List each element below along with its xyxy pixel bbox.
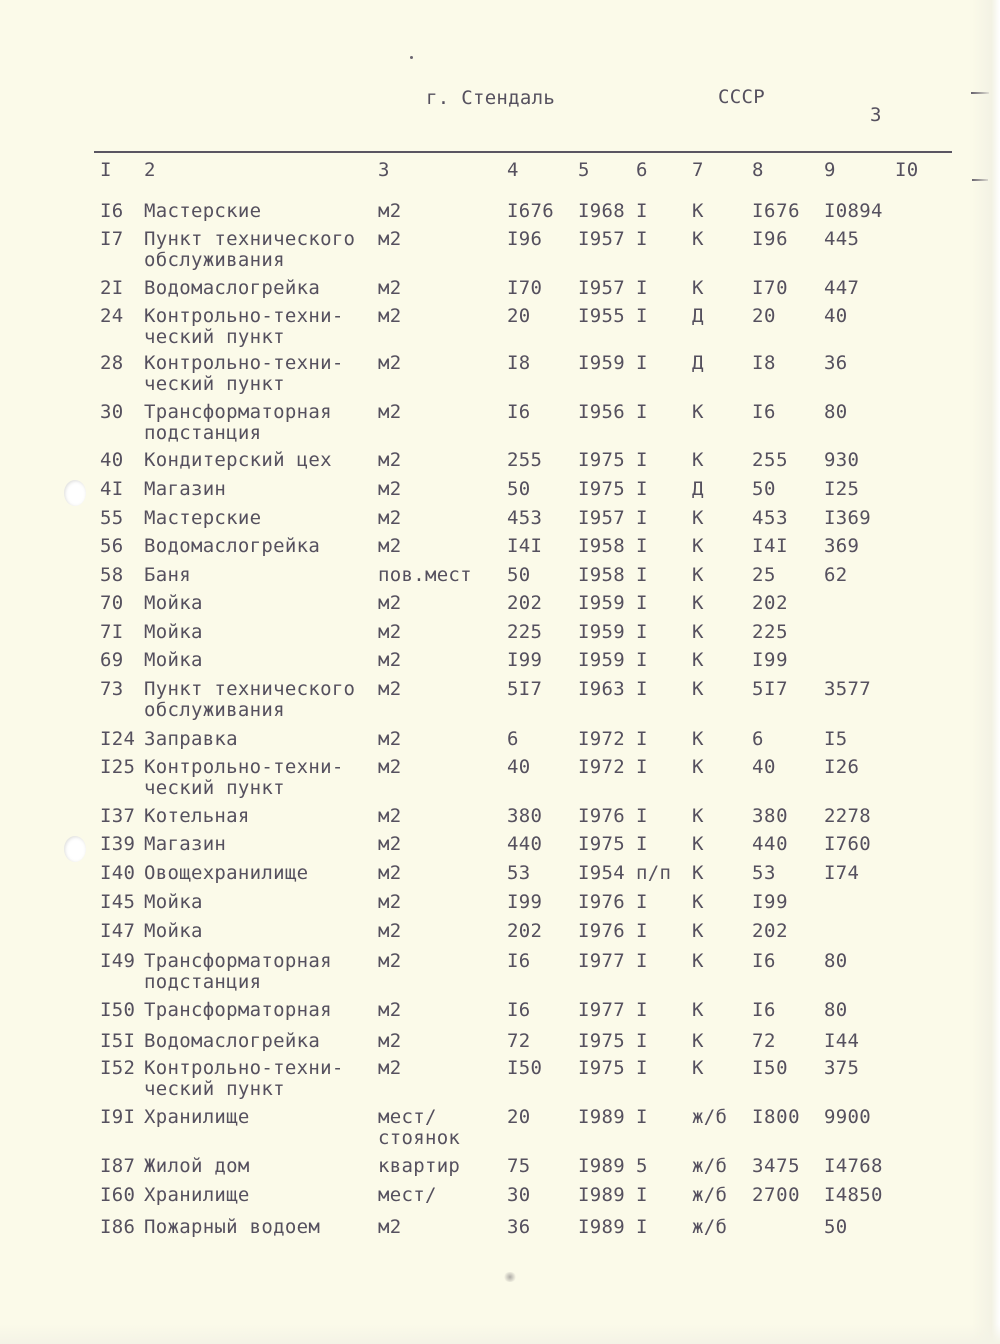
- row-number-cell: 4I: [100, 478, 124, 500]
- year-cell: I959: [578, 649, 625, 671]
- capacity-cell: 380: [752, 805, 789, 827]
- row-number-cell: 55: [100, 507, 124, 529]
- unit-cell: м2: [378, 228, 402, 250]
- object-name-cell: Мойка: [144, 920, 203, 942]
- object-name-cell: Магазин: [144, 833, 227, 855]
- value-cell: 375: [824, 1057, 860, 1079]
- floors-cell: I: [636, 649, 648, 671]
- capacity-cell: 5I7: [752, 678, 789, 700]
- value-cell: 930: [824, 449, 860, 471]
- row-number-cell: I87: [100, 1155, 136, 1177]
- material-cell: К: [692, 535, 704, 557]
- unit-cell: м2: [378, 352, 402, 374]
- floors-cell: I: [636, 621, 648, 643]
- quantity-cell: I6: [507, 401, 531, 423]
- row-number-cell: 28: [100, 352, 124, 374]
- floors-cell: I: [636, 352, 648, 374]
- material-cell: Д: [692, 478, 704, 500]
- material-cell: Д: [692, 305, 704, 327]
- floors-cell: I: [636, 564, 648, 586]
- row-number-cell: 7I: [100, 621, 124, 643]
- quantity-cell: I676: [507, 200, 554, 222]
- quantity-cell: I70: [507, 277, 543, 299]
- unit-cell: м2: [378, 535, 402, 557]
- quantity-cell: I99: [507, 649, 543, 671]
- material-cell: К: [692, 401, 704, 423]
- year-cell: I976: [578, 920, 625, 942]
- quantity-cell: I96: [507, 228, 543, 250]
- object-name-cell: Овощехранилище: [144, 862, 309, 884]
- page-number: 3: [870, 104, 882, 126]
- capacity-cell: 202: [752, 592, 789, 614]
- row-number-cell: 24: [100, 305, 124, 327]
- row-number-cell: 70: [100, 592, 124, 614]
- year-cell: I977: [578, 999, 625, 1021]
- quantity-cell: 20: [507, 1106, 531, 1128]
- paper-bottom-edge: [0, 1324, 1000, 1344]
- object-name-cell: Контрольно-техни- ческий пункт: [144, 352, 344, 395]
- capacity-cell: 50: [752, 478, 777, 500]
- row-number-cell: I86: [100, 1216, 136, 1238]
- unit-cell: м2: [378, 621, 402, 643]
- year-cell: I977: [578, 950, 625, 972]
- value-cell: I369: [824, 507, 871, 529]
- material-cell: К: [692, 678, 704, 700]
- material-cell: ж/б: [692, 1216, 728, 1238]
- row-number-cell: 69: [100, 649, 124, 671]
- capacity-cell: I99: [752, 649, 789, 671]
- year-cell: I963: [578, 678, 625, 700]
- value-cell: I74: [824, 862, 860, 884]
- year-cell: I975: [578, 1057, 625, 1079]
- quantity-cell: 40: [507, 756, 531, 778]
- year-cell: I989: [578, 1106, 625, 1128]
- quantity-cell: 380: [507, 805, 543, 827]
- capacity-cell: I99: [752, 891, 789, 913]
- floors-cell: I: [636, 728, 648, 750]
- row-number-cell: I39: [100, 833, 136, 855]
- row-number-cell: I5I: [100, 1030, 136, 1052]
- column-header: 4: [507, 159, 519, 181]
- object-name-cell: Заправка: [144, 728, 238, 750]
- year-cell: I959: [578, 592, 625, 614]
- object-name-cell: Водомаслогрейка: [144, 535, 321, 557]
- object-name-cell: Котельная: [144, 805, 250, 827]
- column-header: 8: [752, 159, 764, 181]
- material-cell: Д: [692, 352, 704, 374]
- capacity-cell: I6: [752, 950, 777, 972]
- material-cell: К: [692, 507, 704, 529]
- unit-cell: м2: [378, 1057, 402, 1079]
- row-number-cell: I50: [100, 999, 136, 1021]
- unit-cell: м2: [378, 950, 402, 972]
- floors-cell: I: [636, 1216, 648, 1238]
- year-cell: I975: [578, 478, 625, 500]
- object-name-cell: Хранилище: [144, 1106, 250, 1128]
- header-rule: [94, 151, 952, 153]
- material-cell: К: [692, 1030, 704, 1052]
- object-name-cell: Контрольно-техни- ческий пункт: [144, 756, 344, 799]
- capacity-cell: 72: [752, 1030, 777, 1052]
- value-cell: 447: [824, 277, 860, 299]
- unit-cell: м2: [378, 649, 402, 671]
- row-number-cell: 56: [100, 535, 124, 557]
- object-name-cell: Хранилище: [144, 1184, 250, 1206]
- header-country: СССР: [718, 86, 765, 108]
- column-header: 9: [824, 159, 836, 181]
- unit-cell: м2: [378, 728, 402, 750]
- year-cell: I954: [578, 862, 625, 884]
- year-cell: I957: [578, 277, 625, 299]
- material-cell: К: [692, 277, 704, 299]
- object-name-cell: Водомаслогрейка: [144, 1030, 321, 1052]
- column-header: 2: [144, 159, 156, 181]
- row-number-cell: I60: [100, 1184, 136, 1206]
- capacity-cell: 453: [752, 507, 789, 529]
- material-cell: К: [692, 950, 704, 972]
- value-cell: I25: [824, 478, 860, 500]
- object-name-cell: Контрольно-техни- ческий пункт: [144, 1057, 344, 1100]
- year-cell: I972: [578, 728, 625, 750]
- floors-cell: I: [636, 833, 648, 855]
- floors-cell: I: [636, 478, 648, 500]
- unit-cell: мест/ стоянок: [378, 1106, 461, 1149]
- object-name-cell: Мойка: [144, 592, 203, 614]
- floors-cell: 5: [636, 1155, 648, 1177]
- floors-cell: I: [636, 1184, 648, 1206]
- quantity-cell: I50: [507, 1057, 543, 1079]
- quantity-cell: 440: [507, 833, 543, 855]
- value-cell: 50: [824, 1216, 848, 1238]
- material-cell: К: [692, 805, 704, 827]
- capacity-cell: 25: [752, 564, 777, 586]
- floors-cell: I: [636, 1106, 648, 1128]
- quantity-cell: I99: [507, 891, 543, 913]
- year-cell: I975: [578, 833, 625, 855]
- value-cell: I4768: [824, 1155, 883, 1177]
- floors-cell: п/п: [636, 862, 672, 884]
- row-number-cell: I47: [100, 920, 136, 942]
- quantity-cell: 5I7: [507, 678, 543, 700]
- value-cell: 40: [824, 305, 848, 327]
- ink-smudge: [503, 1272, 517, 1282]
- material-cell: К: [692, 649, 704, 671]
- value-cell: I4850: [824, 1184, 883, 1206]
- quantity-cell: 50: [507, 564, 531, 586]
- quantity-cell: 255: [507, 449, 543, 471]
- unit-cell: м2: [378, 305, 402, 327]
- value-cell: 62: [824, 564, 848, 586]
- year-cell: I959: [578, 621, 625, 643]
- quantity-cell: 36: [507, 1216, 531, 1238]
- row-number-cell: 58: [100, 564, 124, 586]
- row-number-cell: 73: [100, 678, 124, 700]
- quantity-cell: 30: [507, 1184, 531, 1206]
- floors-cell: I: [636, 228, 648, 250]
- floors-cell: I: [636, 756, 648, 778]
- unit-cell: м2: [378, 862, 402, 884]
- unit-cell: м2: [378, 678, 402, 700]
- material-cell: ж/б: [692, 1184, 728, 1206]
- unit-cell: м2: [378, 277, 402, 299]
- row-number-cell: I6: [100, 200, 124, 222]
- value-cell: I760: [824, 833, 871, 855]
- unit-cell: м2: [378, 833, 402, 855]
- row-number-cell: I49: [100, 950, 136, 972]
- year-cell: I989: [578, 1155, 625, 1177]
- row-number-cell: I52: [100, 1057, 136, 1079]
- material-cell: К: [692, 920, 704, 942]
- year-cell: I959: [578, 352, 625, 374]
- capacity-cell: I70: [752, 277, 789, 299]
- column-header: 5: [578, 159, 590, 181]
- row-number-cell: 2I: [100, 277, 124, 299]
- value-cell: 369: [824, 535, 860, 557]
- object-name-cell: Кондитерский цех: [144, 449, 332, 471]
- capacity-cell: 53: [752, 862, 777, 884]
- unit-cell: м2: [378, 891, 402, 913]
- year-cell: I958: [578, 564, 625, 586]
- object-name-cell: Жилой дом: [144, 1155, 250, 1177]
- row-number-cell: I37: [100, 805, 136, 827]
- unit-cell: м2: [378, 1030, 402, 1052]
- object-name-cell: Мойка: [144, 621, 203, 643]
- year-cell: I976: [578, 805, 625, 827]
- unit-cell: м2: [378, 756, 402, 778]
- year-cell: I989: [578, 1216, 625, 1238]
- material-cell: К: [692, 862, 704, 884]
- row-number-cell: 40: [100, 449, 124, 471]
- material-cell: К: [692, 833, 704, 855]
- column-header: 7: [692, 159, 704, 181]
- capacity-cell: 6: [752, 728, 765, 750]
- year-cell: I956: [578, 401, 625, 423]
- material-cell: К: [692, 564, 704, 586]
- year-cell: I975: [578, 1030, 625, 1052]
- material-cell: К: [692, 449, 704, 471]
- year-cell: I957: [578, 228, 625, 250]
- punch-hole-lower: [64, 836, 86, 862]
- quantity-cell: 50: [507, 478, 531, 500]
- unit-cell: м2: [378, 1216, 402, 1238]
- quantity-cell: I8: [507, 352, 531, 374]
- floors-cell: I: [636, 1057, 648, 1079]
- object-name-cell: Мастерские: [144, 507, 262, 529]
- quantity-cell: I6: [507, 950, 531, 972]
- capacity-cell: 40: [752, 756, 777, 778]
- quantity-cell: 202: [507, 920, 543, 942]
- paper-edge: [972, 0, 1000, 1344]
- material-cell: К: [692, 228, 704, 250]
- value-cell: 9900: [824, 1106, 871, 1128]
- capacity-cell: I96: [752, 228, 789, 250]
- quantity-cell: 20: [507, 305, 531, 327]
- floors-cell: I: [636, 592, 648, 614]
- value-cell: 80: [824, 950, 848, 972]
- row-number-cell: I7: [100, 228, 124, 250]
- quantity-cell: 75: [507, 1155, 531, 1177]
- object-name-cell: Пожарный водоем: [144, 1216, 321, 1238]
- material-cell: К: [692, 200, 704, 222]
- unit-cell: мест/: [378, 1184, 437, 1206]
- ink-dot: [410, 56, 413, 59]
- value-cell: I44: [824, 1030, 860, 1052]
- capacity-cell: I6: [752, 999, 777, 1021]
- floors-cell: I: [636, 891, 648, 913]
- material-cell: К: [692, 999, 704, 1021]
- unit-cell: м2: [378, 478, 402, 500]
- object-name-cell: Контрольно-техни- ческий пункт: [144, 305, 344, 348]
- value-cell: 36: [824, 352, 848, 374]
- unit-cell: м2: [378, 401, 402, 423]
- row-number-cell: 30: [100, 401, 124, 423]
- object-name-cell: Трансформаторная подстанция: [144, 950, 332, 993]
- object-name-cell: Магазин: [144, 478, 227, 500]
- unit-cell: м2: [378, 507, 402, 529]
- header-city: г. Стендаль: [426, 87, 556, 109]
- floors-cell: I: [636, 449, 648, 471]
- column-header: I0: [895, 159, 919, 181]
- year-cell: I976: [578, 891, 625, 913]
- floors-cell: I: [636, 535, 648, 557]
- row-number-cell: I25: [100, 756, 136, 778]
- column-header: I: [100, 159, 112, 181]
- unit-cell: м2: [378, 449, 402, 471]
- row-number-cell: I9I: [100, 1106, 136, 1128]
- object-name-cell: Трансформаторная подстанция: [144, 401, 332, 444]
- floors-cell: I: [636, 200, 648, 222]
- year-cell: I957: [578, 507, 625, 529]
- material-cell: К: [692, 1057, 704, 1079]
- floors-cell: I: [636, 678, 648, 700]
- capacity-cell: 20: [752, 305, 777, 327]
- quantity-cell: I4I: [507, 535, 543, 557]
- year-cell: I955: [578, 305, 625, 327]
- row-number-cell: I45: [100, 891, 136, 913]
- value-cell: I0894: [824, 200, 883, 222]
- floors-cell: I: [636, 507, 648, 529]
- unit-cell: м2: [378, 200, 402, 222]
- unit-cell: м2: [378, 592, 402, 614]
- capacity-cell: I6: [752, 401, 777, 423]
- object-name-cell: Мастерские: [144, 200, 262, 222]
- floors-cell: I: [636, 1030, 648, 1052]
- quantity-cell: 53: [507, 862, 531, 884]
- unit-cell: м2: [378, 805, 402, 827]
- material-cell: К: [692, 621, 704, 643]
- row-number-cell: I40: [100, 862, 136, 884]
- object-name-cell: Баня: [144, 564, 191, 586]
- floors-cell: I: [636, 277, 648, 299]
- capacity-cell: I676: [752, 200, 801, 222]
- quantity-cell: 202: [507, 592, 543, 614]
- capacity-cell: I800: [752, 1106, 801, 1128]
- column-header: 3: [378, 159, 390, 181]
- material-cell: ж/б: [692, 1106, 728, 1128]
- year-cell: I989: [578, 1184, 625, 1206]
- unit-cell: м2: [378, 920, 402, 942]
- value-cell: 445: [824, 228, 860, 250]
- quantity-cell: 453: [507, 507, 543, 529]
- floors-cell: I: [636, 305, 648, 327]
- object-name-cell: Водомаслогрейка: [144, 277, 321, 299]
- capacity-cell: 440: [752, 833, 789, 855]
- unit-cell: пов.мест: [378, 564, 472, 586]
- capacity-cell: 202: [752, 920, 789, 942]
- capacity-cell: I8: [752, 352, 777, 374]
- column-header: 6: [636, 159, 648, 181]
- capacity-cell: 2700: [752, 1184, 801, 1206]
- year-cell: I975: [578, 449, 625, 471]
- capacity-cell: I50: [752, 1057, 789, 1079]
- quantity-cell: 6: [507, 728, 519, 750]
- material-cell: К: [692, 891, 704, 913]
- object-name-cell: Пункт технического обслуживания: [144, 228, 356, 271]
- quantity-cell: 72: [507, 1030, 531, 1052]
- unit-cell: м2: [378, 999, 402, 1021]
- value-cell: I5: [824, 728, 848, 750]
- material-cell: К: [692, 728, 704, 750]
- floors-cell: I: [636, 999, 648, 1021]
- capacity-cell: 255: [752, 449, 789, 471]
- quantity-cell: 225: [507, 621, 543, 643]
- floors-cell: I: [636, 950, 648, 972]
- row-number-cell: I24: [100, 728, 136, 750]
- unit-cell: квартир: [378, 1155, 461, 1177]
- year-cell: I968: [578, 200, 625, 222]
- floors-cell: I: [636, 920, 648, 942]
- value-cell: 80: [824, 401, 848, 423]
- year-cell: I958: [578, 535, 625, 557]
- value-cell: I26: [824, 756, 860, 778]
- value-cell: 80: [824, 999, 848, 1021]
- object-name-cell: Мойка: [144, 649, 203, 671]
- capacity-cell: 3475: [752, 1155, 801, 1177]
- value-cell: 2278: [824, 805, 871, 827]
- material-cell: К: [692, 592, 704, 614]
- quantity-cell: I6: [507, 999, 531, 1021]
- value-cell: 3577: [824, 678, 871, 700]
- floors-cell: I: [636, 401, 648, 423]
- year-cell: I972: [578, 756, 625, 778]
- object-name-cell: Трансформаторная: [144, 999, 332, 1021]
- object-name-cell: Мойка: [144, 891, 203, 913]
- floors-cell: I: [636, 805, 648, 827]
- punch-hole-upper: [64, 480, 86, 506]
- material-cell: К: [692, 756, 704, 778]
- capacity-cell: I4I: [752, 535, 789, 557]
- capacity-cell: 225: [752, 621, 789, 643]
- object-name-cell: Пункт технического обслуживания: [144, 678, 356, 721]
- material-cell: ж/б: [692, 1155, 728, 1177]
